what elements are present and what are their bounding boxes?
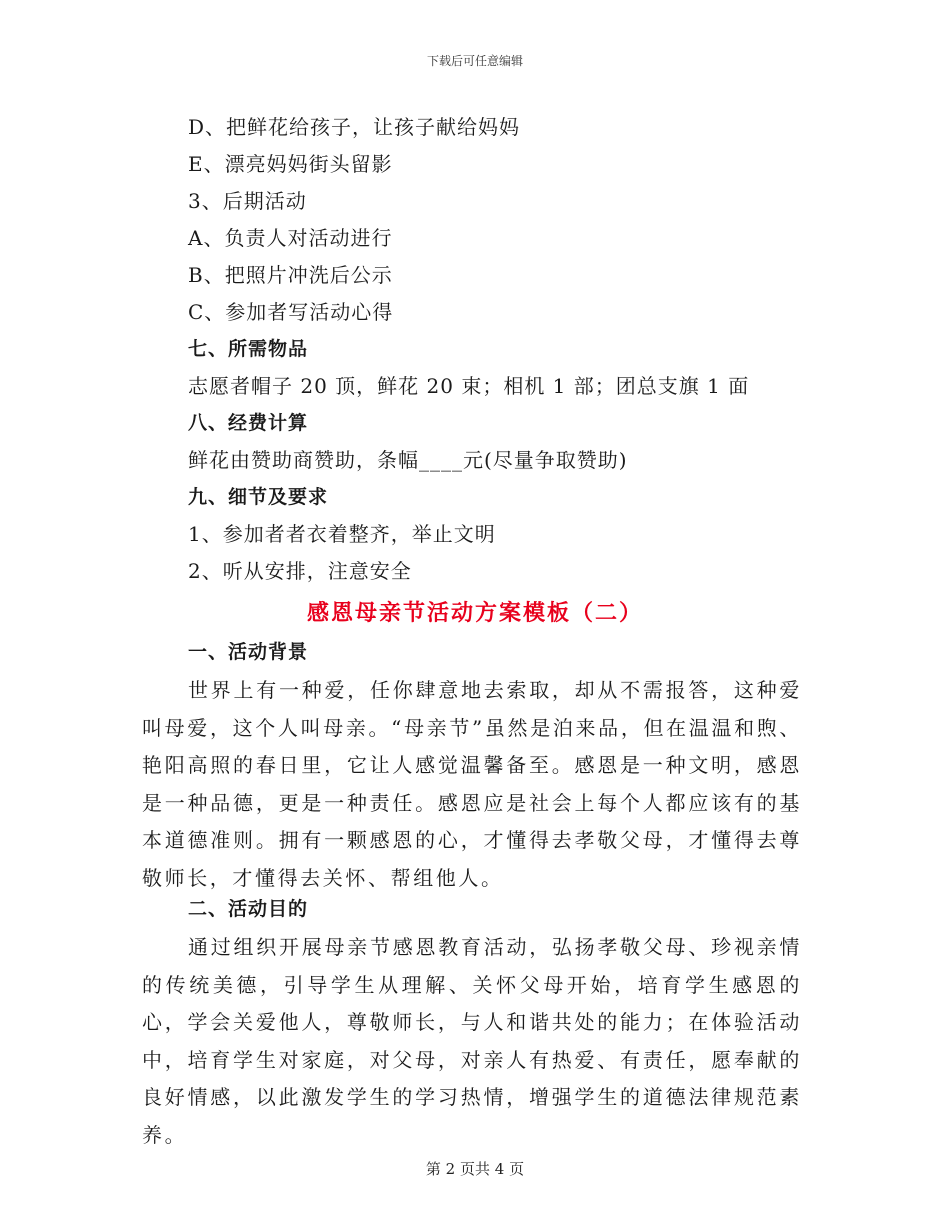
subheading-later-activities: 3、后期活动 [188,189,307,213]
detail-item-2: 2、听从安排，注意安全 [188,559,412,583]
list-item-a: A、负责人对活动进行 [188,226,393,250]
heading-materials: 七、所需物品 [188,338,309,360]
list-item-c: C、参加者写活动心得 [188,300,394,324]
materials-text: 志愿者帽子 20 顶，鲜花 20 束；相机 1 部；团总支旗 1 面 [188,374,750,398]
purpose-paragraph: 通过组织开展母亲节感恩教育活动，弘扬孝敬父母、珍视亲情的传统美德，引导学生从理解、关怀父母开始，培育学生感恩的心，学会关爱他人，尊敬师长，与人和谐共处的能力；在体验活动中，培育学生对家庭，对父母，对亲人有热爱、有责任，愿奉献的良好情感，以此激发学生的学习热情，增强学生的道德法律规范素养。 [142,935,802,1147]
page-footer: 第 2 页共 4 页 [425,1160,525,1178]
heading-purpose: 二、活动目的 [188,898,309,920]
heading-budget: 八、经费计算 [188,412,309,434]
background-paragraph: 世界上有一种爱，任你肆意地去索取，却从不需报答，这种爱叫母爱，这个人叫母亲。“母亲节”虽然是泊来品，但在温温和煦、艳阳高照的春日里，它让人感觉温馨备至。感恩是一种文明，感恩是一种品德，更是一种责任。感恩应是社会上每个人都应该有的基本道德准则。拥有一颗感恩的心，才懂得去孝敬父母，才懂得去尊敬师长，才懂得去关怀、帮组他人。 [142,678,802,890]
heading-details: 九、细节及要求 [188,486,329,508]
budget-text: 鲜花由赞助商赞助，条幅____元(尽量争取赞助) [188,448,628,472]
detail-item-1: 1、参加者者衣着整齐，举止文明 [188,522,496,546]
heading-background: 一、活动背景 [188,641,309,663]
page-header: 下载后可任意编辑 [426,54,523,68]
document-title: 感恩母亲节活动方案模板（二） [306,601,643,626]
list-item-e: E、漂亮妈妈街头留影 [188,152,393,176]
list-item-b: B、把照片冲洗后公示 [188,263,393,287]
list-item-d: D、把鲜花给孩子，让孩子献给妈妈 [188,115,521,139]
